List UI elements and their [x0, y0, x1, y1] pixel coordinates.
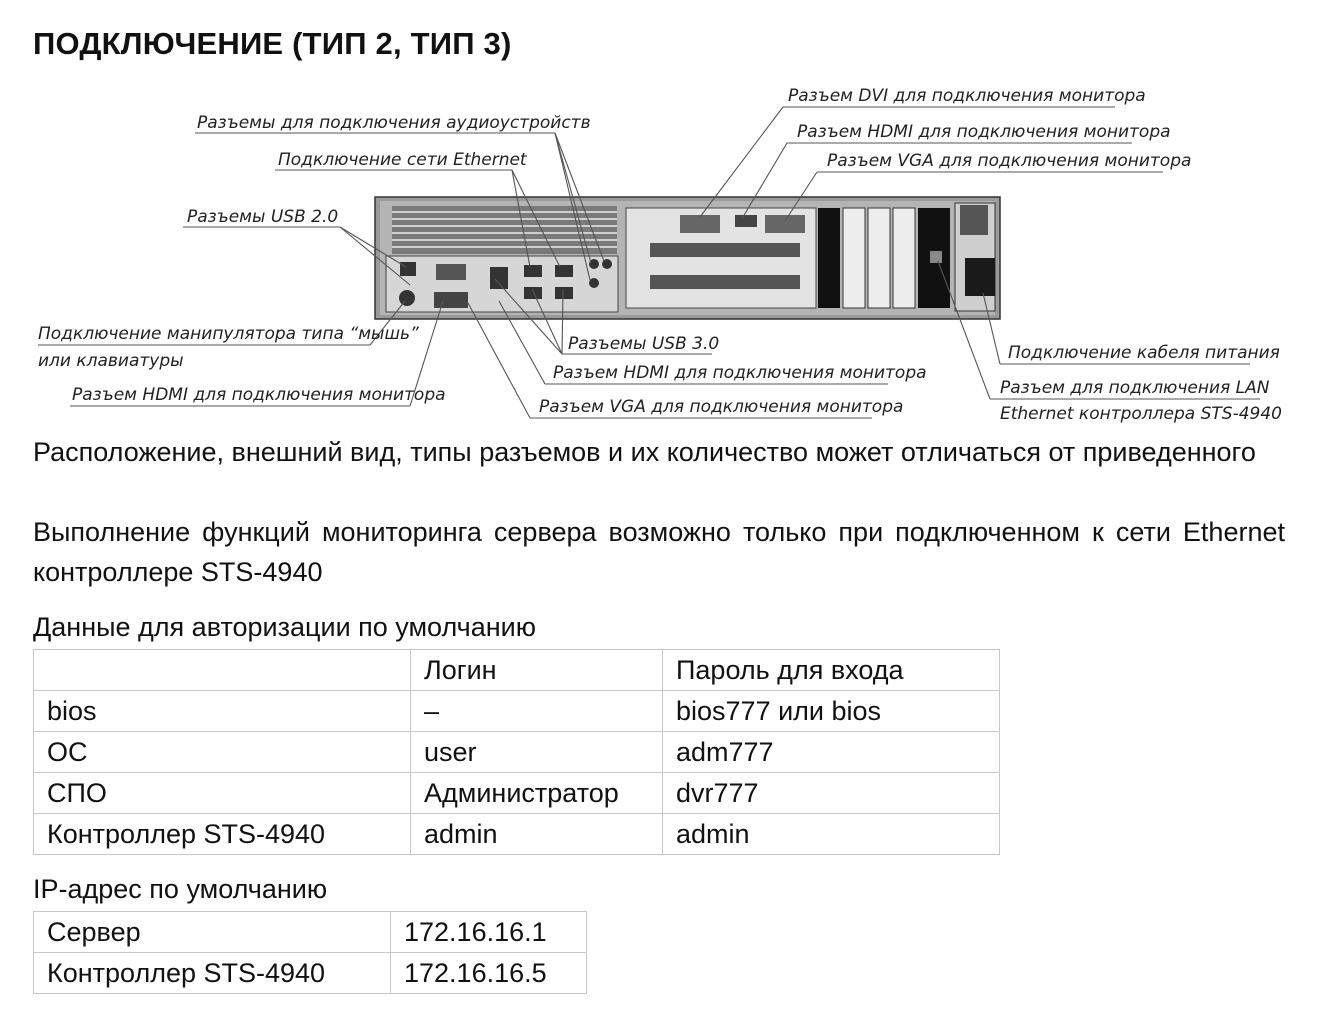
table-cell: admin: [411, 814, 663, 855]
label-lan-line1: Разъем для подключения LAN: [1000, 378, 1270, 398]
server-rear-panel-figure: [0, 75, 1324, 435]
label-vga-top: Разъем VGA для подключения монитора: [827, 151, 1192, 171]
label-usb2: Разъемы USB 2.0: [187, 207, 339, 227]
label-usb3: Разъемы USB 3.0: [568, 334, 720, 354]
auth-caption: Данные для авторизации по умолчанию: [33, 612, 536, 642]
table-cell: 172.16.16.1: [391, 912, 587, 953]
label-hdmi-bottom: Разъем HDMI для подключения монитора: [553, 363, 927, 383]
label-audio-ports: Разъемы для подключения аудиоустройств: [197, 113, 591, 133]
table-cell: Пароль для входа: [663, 650, 1000, 691]
table-cell: adm777: [663, 732, 1000, 773]
auth-table: [33, 649, 1000, 855]
table-cell: Контроллер STS-4940: [34, 814, 411, 855]
table-header-row: [34, 650, 1000, 691]
table-cell: [34, 650, 411, 691]
table-cell: dvr777: [663, 773, 1000, 814]
label-mouse-keyboard-line1: Подключение манипулятора типа “мышь”: [38, 324, 419, 344]
table-cell: 172.16.16.5: [391, 953, 587, 994]
table-cell: bios777 или bios: [663, 691, 1000, 732]
table-row: [34, 912, 587, 953]
table-cell: Сервер: [34, 912, 391, 953]
table-cell: bios: [34, 691, 411, 732]
server-rear-panel-diagram: [0, 75, 1324, 435]
page-title: ПОДКЛЮЧЕНИЕ (ТИП 2, ТИП 3): [33, 26, 512, 61]
table-cell: Контроллер STS-4940: [34, 953, 391, 994]
table-cell: СПО: [34, 773, 411, 814]
table-row: [34, 953, 587, 994]
table-row: [34, 773, 1000, 814]
ip-caption: IP-адрес по умолчанию: [33, 874, 328, 904]
label-vga-bottom: Разъем VGA для подключения монитора: [539, 397, 904, 417]
label-hdmi-top: Разъем HDMI для подключения монитора: [797, 122, 1171, 142]
server-chassis: [375, 197, 1000, 319]
table-row: [34, 732, 1000, 773]
label-mouse-keyboard-line2: или клавиатуры: [38, 351, 184, 371]
table-cell: user: [411, 732, 663, 773]
table-cell: Администратор: [411, 773, 663, 814]
label-power: Подключение кабеля питания: [1008, 343, 1280, 363]
ip-table: [33, 911, 587, 994]
note-monitoring-requirement: Выполнение функций мониторинга сервера возможно только при подключенном к сети Ethernet контроллере STS-4940: [33, 517, 1285, 587]
label-lan-line2: Ethernet контроллера STS-4940: [1000, 404, 1282, 424]
table-row: [34, 814, 1000, 855]
label-ethernet: Подключение сети Ethernet: [278, 150, 527, 170]
table-cell: Логин: [411, 650, 663, 691]
table-row: [34, 691, 1000, 732]
label-hdmi-left: Разъем HDMI для подключения монитора: [72, 385, 446, 405]
label-dvi: Разъем DVI для подключения монитора: [788, 86, 1146, 106]
table-cell: ОС: [34, 732, 411, 773]
table-cell: –: [411, 691, 663, 732]
table-cell: admin: [663, 814, 1000, 855]
note-layout-may-differ: Расположение, внешний вид, типы разъемов и их количество может отличаться от приведенного: [33, 437, 1256, 467]
